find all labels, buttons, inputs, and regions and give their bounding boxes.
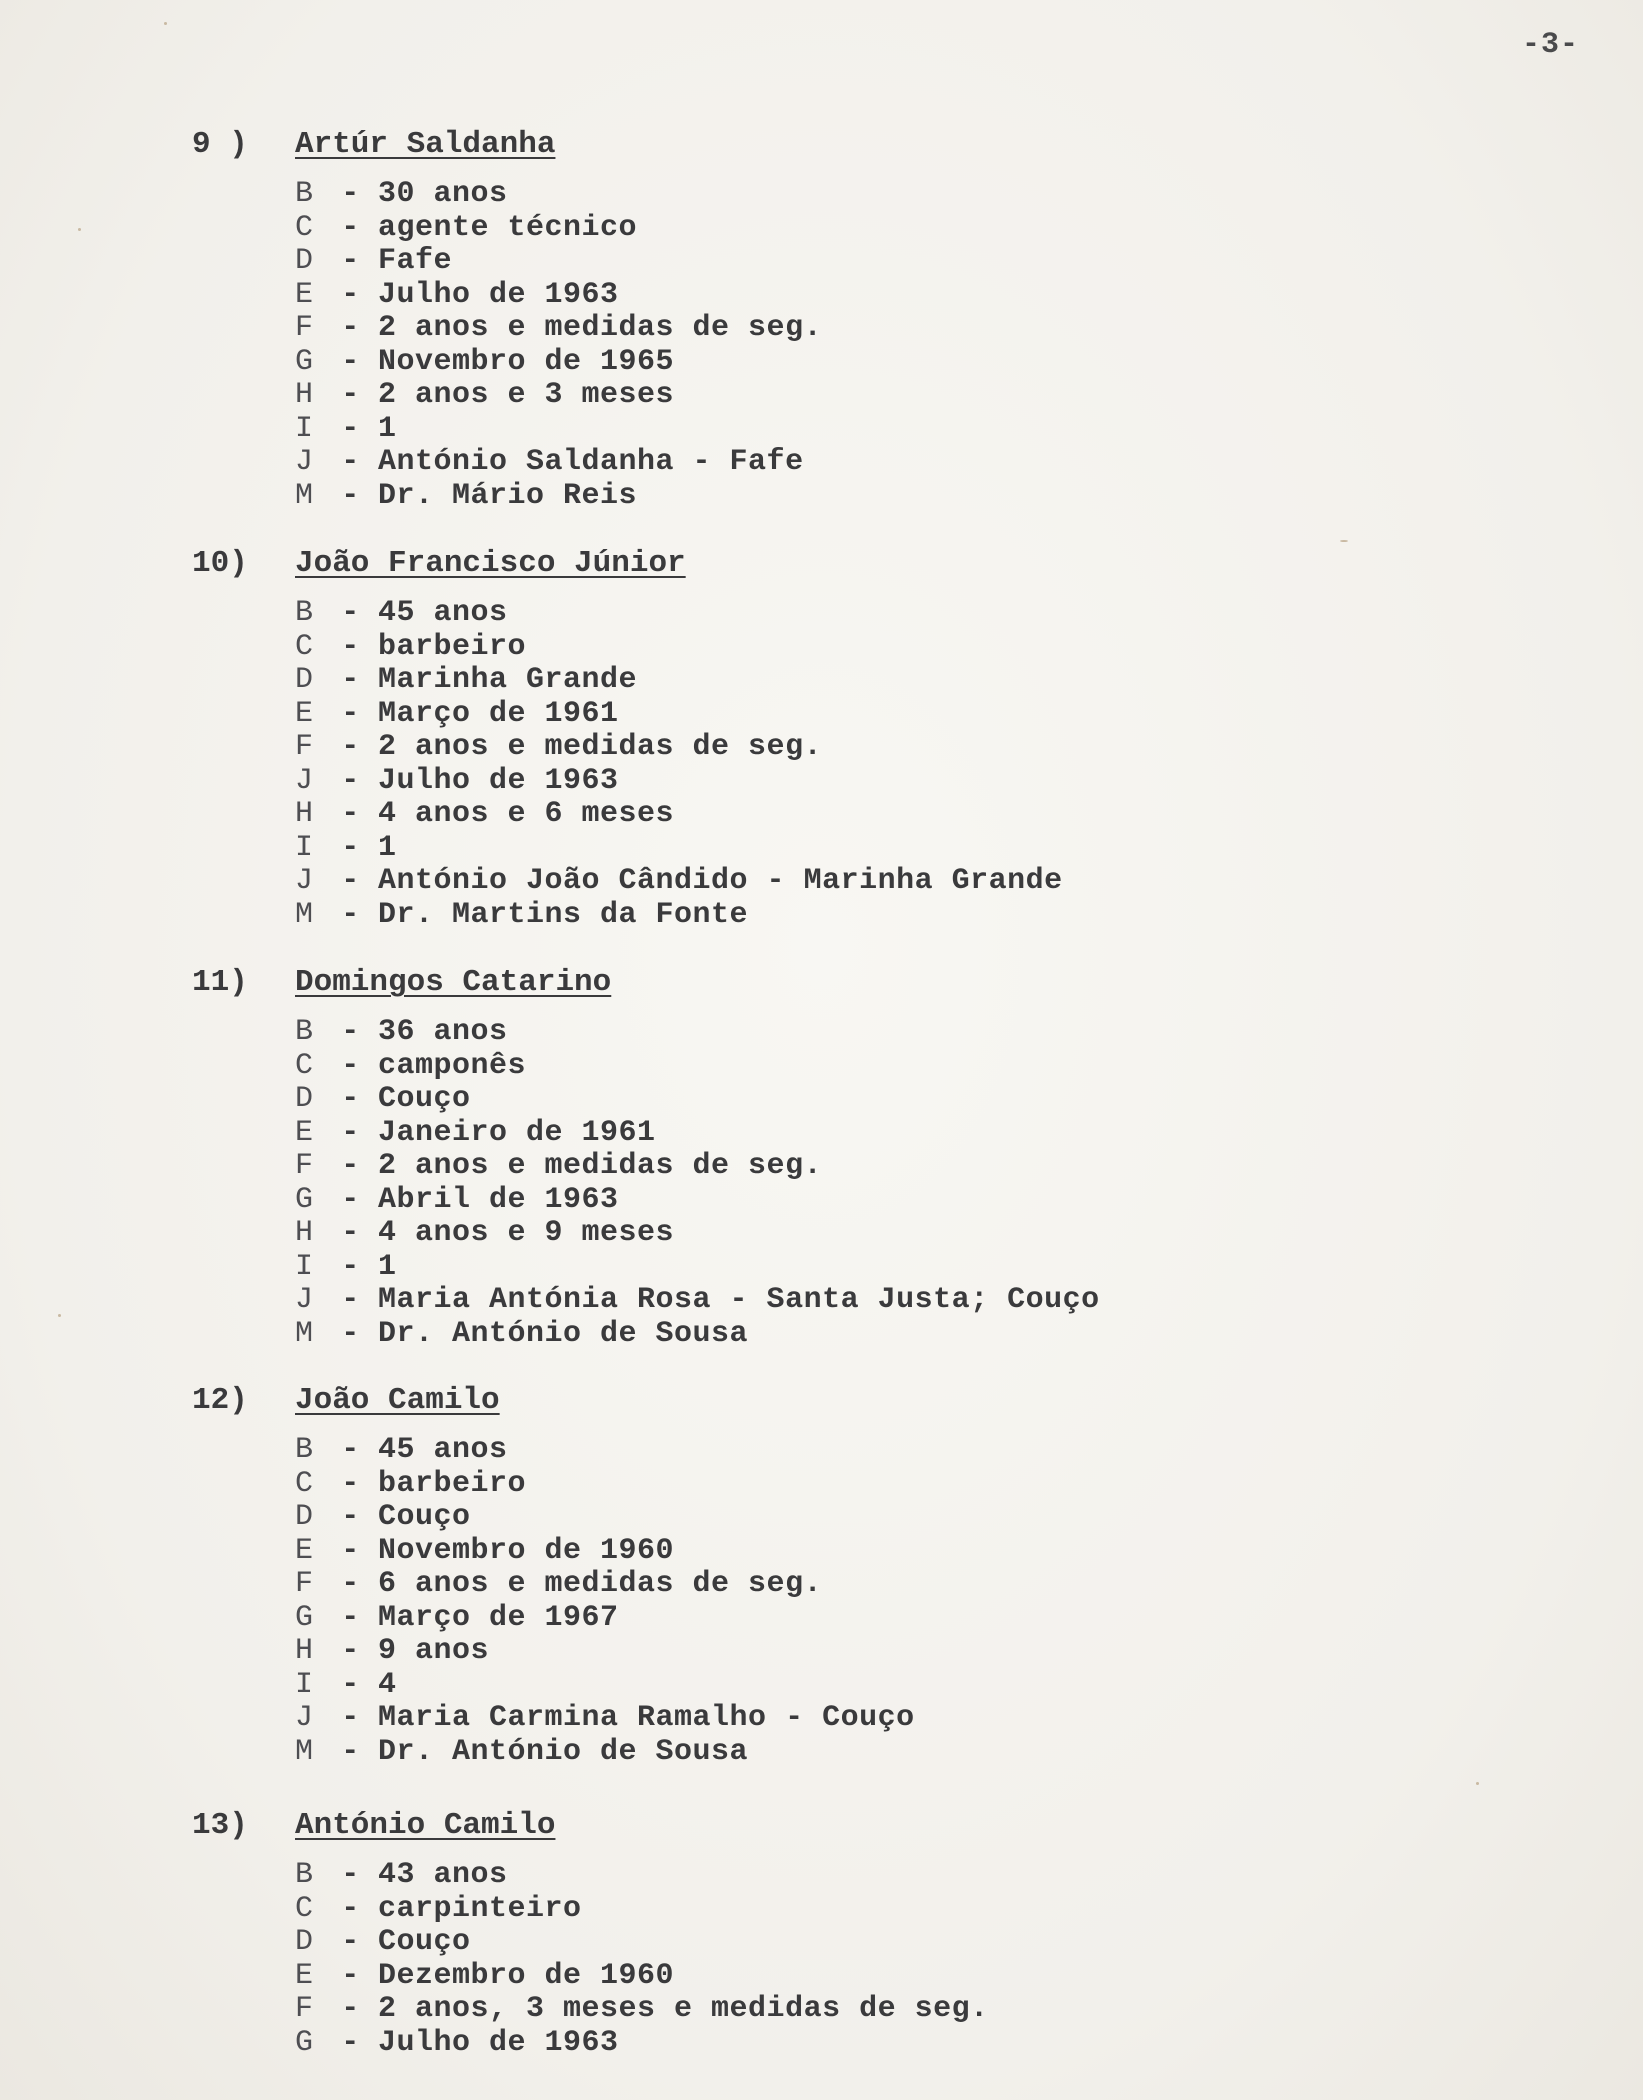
field-dash: - — [341, 1500, 360, 1534]
field-dash: - — [341, 1600, 360, 1635]
field-row — [295, 1016, 1100, 1050]
field-letter: H — [295, 1634, 314, 1668]
field-dash: - — [341, 1858, 360, 1892]
field-row — [295, 379, 822, 413]
field-letter: E — [295, 1115, 314, 1150]
field-letter: F — [295, 1149, 314, 1183]
field-value: Julho de 1963 — [378, 277, 619, 312]
field-dash: - — [341, 1992, 360, 2026]
field-value: 2 anos e medidas de seg. — [378, 1149, 823, 1183]
field-value: camponês — [378, 1048, 527, 1083]
field-dash: - — [341, 663, 360, 697]
field-value: 1 — [378, 830, 397, 865]
field-row — [295, 413, 822, 447]
field-dash: - — [341, 1048, 360, 1083]
field-dash: - — [341, 730, 360, 764]
field-letter: J — [295, 1283, 314, 1317]
field-letter: D — [295, 1925, 314, 1959]
field-value: agente técnico — [378, 210, 638, 245]
field-dash: - — [341, 177, 360, 211]
field-value: Março de 1967 — [378, 1600, 619, 1635]
field-row — [295, 178, 822, 212]
field-value: 4 anos e 9 meses — [378, 1216, 675, 1250]
field-row — [295, 1184, 1100, 1218]
field-dash: - — [341, 696, 360, 731]
field-row — [295, 899, 1063, 933]
field-value: António João Cândido - Marinha Grande — [378, 864, 1063, 898]
field-row — [295, 1602, 915, 1636]
field-row — [295, 631, 1063, 665]
field-value: Couço — [378, 1925, 471, 1959]
field-row — [295, 698, 1063, 732]
field-dash: - — [341, 1533, 360, 1568]
paper-speck — [164, 22, 167, 25]
field-row — [295, 1993, 989, 2027]
field-letter: D — [295, 1500, 314, 1534]
field-value: 30 anos — [378, 177, 508, 211]
field-letter: H — [295, 378, 314, 412]
entry-number: 12) — [192, 1383, 248, 1418]
field-value: Dezembro de 1960 — [378, 1958, 675, 1993]
field-dash: - — [341, 1734, 360, 1769]
field-dash: - — [341, 1701, 360, 1735]
field-row — [295, 1535, 915, 1569]
field-value: Fafe — [378, 244, 453, 278]
field-value: Marinha Grande — [378, 663, 638, 697]
entry-name: António Camilo — [295, 1808, 556, 1843]
field-letter: G — [295, 1182, 314, 1217]
field-row — [295, 1736, 915, 1770]
field-value: Novembro de 1960 — [378, 1533, 675, 1568]
field-dash: - — [341, 1891, 360, 1926]
field-value: barbeiro — [378, 629, 527, 664]
field-dash: - — [341, 277, 360, 312]
paper-speck — [1340, 540, 1348, 542]
entry-fields — [295, 178, 822, 513]
field-letter: C — [295, 1466, 314, 1501]
field-letter: G — [295, 344, 314, 379]
field-value: Março de 1961 — [378, 696, 619, 731]
field-row — [295, 1117, 1100, 1151]
field-value: 2 anos, 3 meses e medidas de seg. — [378, 1992, 989, 2026]
field-row — [295, 1669, 915, 1703]
entry-fields — [295, 597, 1063, 932]
field-value: Couço — [378, 1082, 471, 1116]
field-value: Couço — [378, 1500, 471, 1534]
field-row — [295, 1702, 915, 1736]
field-value: Dr. Mário Reis — [378, 478, 638, 513]
field-row — [295, 1859, 989, 1893]
field-row — [295, 1150, 1100, 1184]
field-value: 1 — [378, 411, 397, 446]
field-row — [295, 1893, 989, 1927]
field-row — [295, 865, 1063, 899]
field-dash: - — [341, 1182, 360, 1217]
entry-fields — [295, 1016, 1100, 1351]
field-row — [295, 1468, 915, 1502]
field-letter: F — [295, 730, 314, 764]
field-dash: - — [341, 629, 360, 664]
field-dash: - — [341, 897, 360, 932]
field-row — [295, 1926, 989, 1960]
field-row — [295, 1083, 1100, 1117]
field-value: Dr. Martins da Fonte — [378, 897, 749, 932]
field-dash: - — [341, 1667, 360, 1702]
entry-name: João Camilo — [295, 1383, 500, 1418]
field-letter: B — [295, 1015, 314, 1049]
field-value: Dr. António de Sousa — [378, 1734, 749, 1769]
field-dash: - — [341, 763, 360, 798]
field-letter: F — [295, 311, 314, 345]
entry-name: Artúr Saldanha — [295, 127, 556, 162]
field-letter: H — [295, 797, 314, 831]
field-row — [295, 279, 822, 313]
field-row — [295, 1960, 989, 1994]
field-value: 2 anos e medidas de seg. — [378, 730, 823, 764]
field-dash: - — [341, 1433, 360, 1467]
field-value: 43 anos — [378, 1858, 508, 1892]
field-value: 36 anos — [378, 1015, 508, 1049]
field-letter: H — [295, 1216, 314, 1250]
field-dash: - — [341, 1925, 360, 1959]
field-dash: - — [341, 864, 360, 898]
field-value: Maria Antónia Rosa - Santa Justa; Couço — [378, 1283, 1100, 1317]
field-value: Abril de 1963 — [378, 1182, 619, 1217]
field-value: 9 anos — [378, 1634, 490, 1668]
field-value: Julho de 1963 — [378, 2025, 619, 2060]
field-letter: I — [295, 1667, 314, 1702]
field-value: 45 anos — [378, 1433, 508, 1467]
field-row — [295, 245, 822, 279]
field-row — [295, 798, 1063, 832]
field-letter: F — [295, 1992, 314, 2026]
field-dash: - — [341, 1567, 360, 1601]
paper-speck — [58, 1314, 61, 1317]
field-letter: B — [295, 177, 314, 211]
paper-speck — [1476, 1782, 1479, 1785]
field-row — [295, 1318, 1100, 1352]
field-dash: - — [341, 478, 360, 513]
field-letter: B — [295, 1858, 314, 1892]
field-dash: - — [341, 1015, 360, 1049]
field-dash: - — [341, 1149, 360, 1183]
field-dash: - — [341, 378, 360, 412]
field-value: Julho de 1963 — [378, 763, 619, 798]
field-row — [295, 1501, 915, 1535]
field-letter: M — [295, 897, 314, 932]
field-value: Janeiro de 1961 — [378, 1115, 656, 1150]
field-dash: - — [341, 596, 360, 630]
field-letter: J — [295, 1701, 314, 1735]
field-row — [295, 731, 1063, 765]
field-dash: - — [341, 2025, 360, 2060]
field-dash: - — [341, 1249, 360, 1284]
field-row — [295, 446, 822, 480]
field-value: António Saldanha - Fafe — [378, 445, 804, 479]
field-letter: G — [295, 2025, 314, 2060]
entry-fields — [295, 1859, 989, 2060]
field-letter: D — [295, 1082, 314, 1116]
field-row — [295, 1434, 915, 1468]
entry-number: 13) — [192, 1808, 248, 1843]
field-row — [295, 1568, 915, 1602]
field-letter: E — [295, 1533, 314, 1568]
field-value: 2 anos e medidas de seg. — [378, 311, 823, 345]
field-dash: - — [341, 830, 360, 865]
field-letter: G — [295, 1600, 314, 1635]
field-dash: - — [341, 1216, 360, 1250]
field-dash: - — [341, 1634, 360, 1668]
field-row — [295, 1635, 915, 1669]
field-letter: F — [295, 1567, 314, 1601]
field-letter: E — [295, 277, 314, 312]
field-letter: D — [295, 663, 314, 697]
field-letter: C — [295, 210, 314, 245]
field-letter: C — [295, 629, 314, 664]
field-dash: - — [341, 1115, 360, 1150]
field-letter: M — [295, 478, 314, 513]
field-value: Novembro de 1965 — [378, 344, 675, 379]
page-number: -3- — [1522, 28, 1580, 62]
entry-name: João Francisco Júnior — [295, 546, 686, 581]
field-row — [295, 1050, 1100, 1084]
field-row — [295, 312, 822, 346]
field-value: 45 anos — [378, 596, 508, 630]
field-row — [295, 1251, 1100, 1285]
field-dash: - — [341, 1082, 360, 1116]
field-dash: - — [341, 797, 360, 831]
entry-number: 10) — [192, 546, 248, 581]
field-dash: - — [341, 210, 360, 245]
field-dash: - — [341, 1958, 360, 1993]
field-letter: M — [295, 1734, 314, 1769]
field-row — [295, 832, 1063, 866]
field-value: 1 — [378, 1249, 397, 1284]
field-letter: E — [295, 696, 314, 731]
field-letter: I — [295, 411, 314, 446]
field-value: Dr. António de Sousa — [378, 1316, 749, 1351]
field-value: Maria Carmina Ramalho - Couço — [378, 1701, 915, 1735]
field-letter: B — [295, 1433, 314, 1467]
field-dash: - — [341, 311, 360, 345]
field-value: 2 anos e 3 meses — [378, 378, 675, 412]
field-letter: C — [295, 1048, 314, 1083]
field-value: barbeiro — [378, 1466, 527, 1501]
field-row — [295, 664, 1063, 698]
field-row — [295, 1217, 1100, 1251]
field-row — [295, 2027, 989, 2061]
field-dash: - — [341, 244, 360, 278]
field-dash: - — [341, 344, 360, 379]
entry-number: 9 ) — [192, 127, 248, 162]
field-value: 6 anos e medidas de seg. — [378, 1567, 823, 1601]
field-letter: J — [295, 445, 314, 479]
field-letter: J — [295, 763, 314, 798]
entry-number: 11) — [192, 965, 248, 1000]
field-letter: I — [295, 1249, 314, 1284]
field-dash: - — [341, 1466, 360, 1501]
field-letter: M — [295, 1316, 314, 1351]
field-value: carpinteiro — [378, 1891, 582, 1926]
field-dash: - — [341, 1316, 360, 1351]
field-dash: - — [341, 445, 360, 479]
field-letter: D — [295, 244, 314, 278]
field-row — [295, 1284, 1100, 1318]
field-letter: C — [295, 1891, 314, 1926]
field-letter: E — [295, 1958, 314, 1993]
field-row — [295, 346, 822, 380]
entry-name: Domingos Catarino — [295, 965, 612, 1000]
field-dash: - — [341, 411, 360, 446]
entry-fields — [295, 1434, 915, 1769]
field-dash: - — [341, 1283, 360, 1317]
field-letter: J — [295, 864, 314, 898]
field-value: 4 — [378, 1667, 397, 1702]
field-row — [295, 597, 1063, 631]
field-row — [295, 765, 1063, 799]
field-letter: B — [295, 596, 314, 630]
field-row — [295, 212, 822, 246]
field-row — [295, 480, 822, 514]
paper-speck — [78, 228, 81, 231]
field-letter: I — [295, 830, 314, 865]
field-value: 4 anos e 6 meses — [378, 797, 675, 831]
